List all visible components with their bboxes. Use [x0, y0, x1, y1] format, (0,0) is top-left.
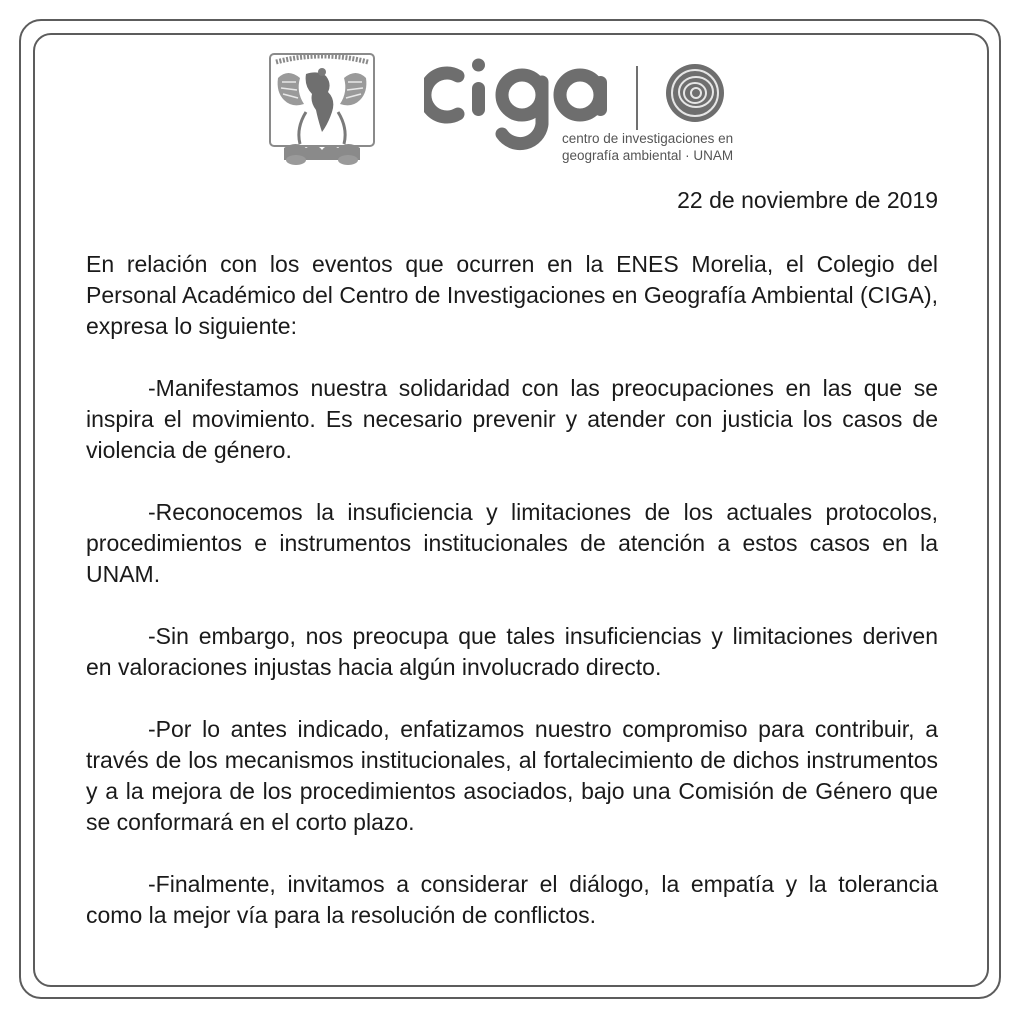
statement-paragraph: -Sin embargo, nos preocupa que tales insuficiencias y limitaciones deriven en valoraciones injustas hacia algún involucrado directo. — [86, 623, 938, 680]
logo-divider — [636, 66, 638, 130]
fingerprint-icon — [664, 62, 726, 124]
unam-seal-logo — [266, 48, 378, 168]
ciga-subtitle-line1: centro de investigaciones en — [562, 131, 734, 146]
statement-paragraph: -Manifestamos nuestra solidaridad con las preocupaciones en las que se inspira el movimiento. Es necesario prevenir y atender con justicia los casos de violencia de género. — [86, 375, 938, 463]
header-logos — [0, 48, 1024, 178]
intro-paragraph: En relación con los eventos que ocurren en la ENES Morelia, el Colegio del Personal Académico del Centro de Investigaciones en Geografía Ambiental (CIGA), expresa lo siguiente: — [86, 251, 938, 339]
document-date: 22 de noviembre de 2019 — [677, 187, 938, 213]
ciga-subtitle-line2: geografía ambiental · UNAM — [562, 148, 734, 163]
document-body — [86, 249, 938, 962]
ciga-subtitle — [562, 130, 733, 164]
statement-paragraph: -Finalmente, invitamos a considerar el diálogo, la empatía y la tolerancia como la mejor vía para la resolución de conflictos. — [86, 871, 938, 928]
statement-paragraph: -Reconocemos la insuficiencia y limitaciones de los actuales protocolos, procedimientos e instrumentos institucionales de atención a estos casos en la UNAM. — [86, 499, 938, 587]
statement-paragraph: -Por lo antes indicado, enfatizamos nuestro compromiso para contribuir, a través de los mecanismos institucionales, al fortalecimiento de dichos instrumentos y a la mejora de los procedimientos asociados, bajo una Comisión de Género que se conformará en el corto plazo. — [86, 716, 938, 835]
